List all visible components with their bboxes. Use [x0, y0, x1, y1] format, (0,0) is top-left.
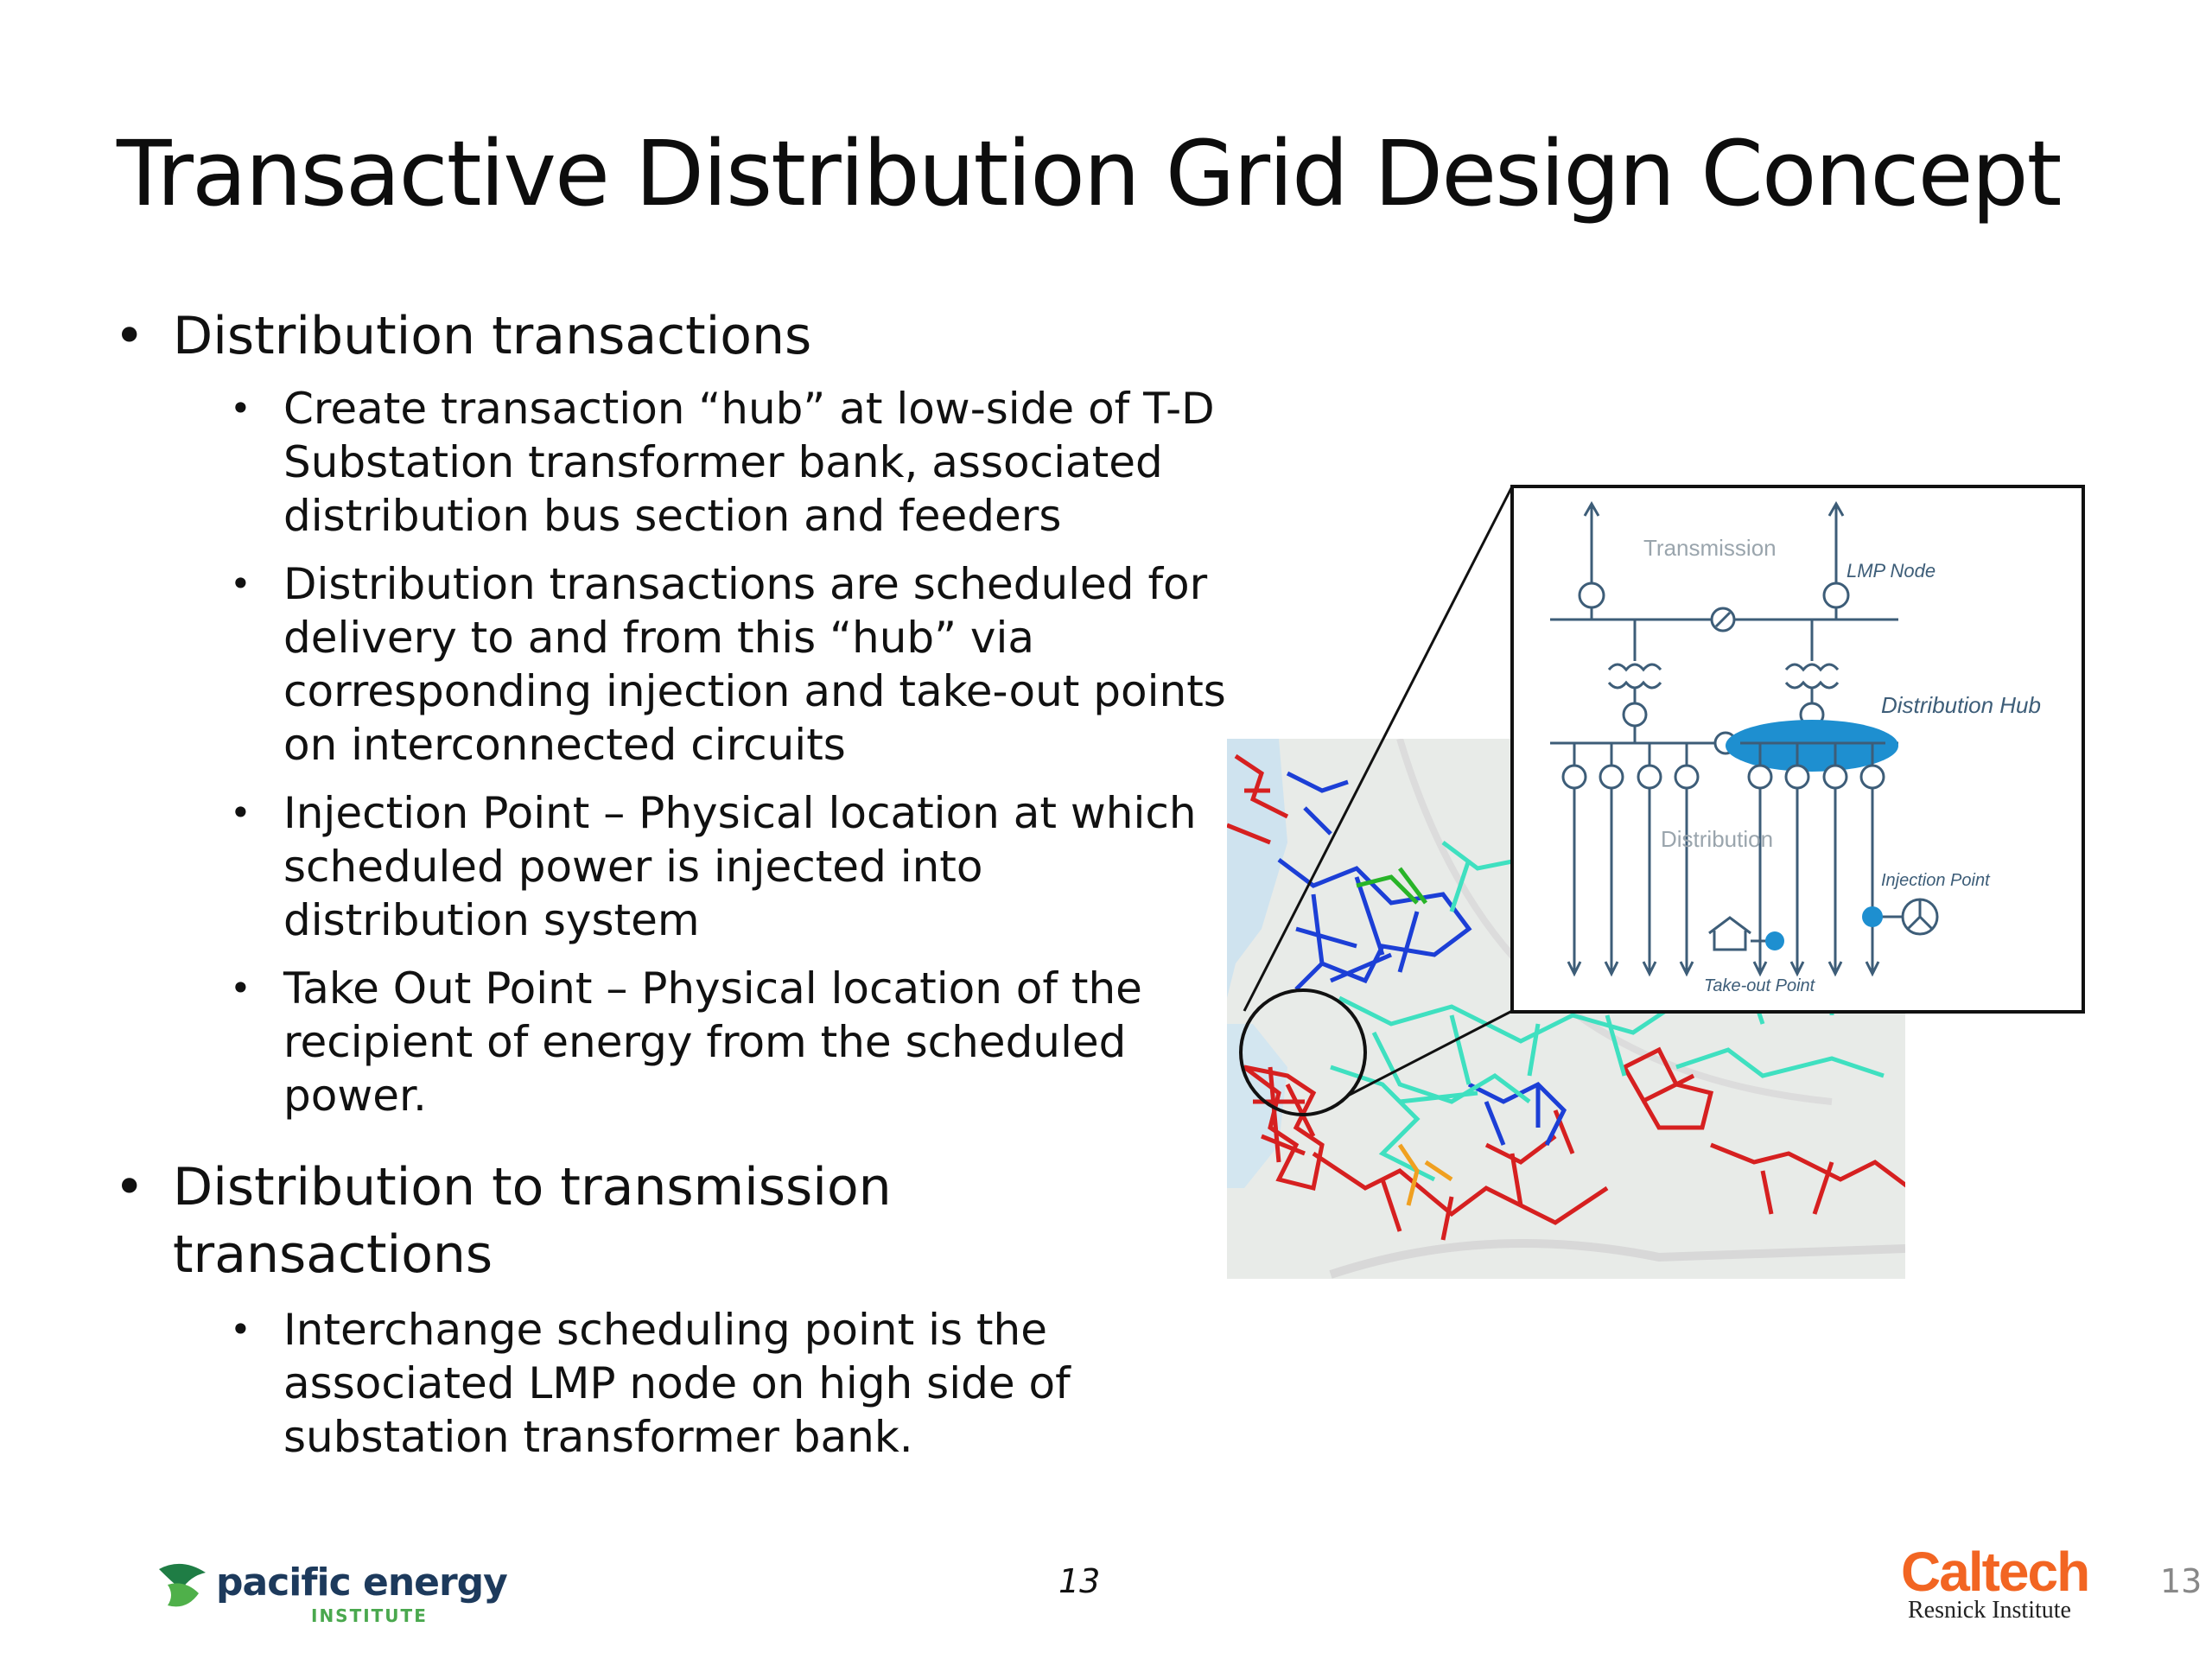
bullet-text-line: Interchange scheduling point is the — [283, 1305, 1047, 1355]
schematic-graphic — [1514, 488, 2082, 1010]
bullet-text-line: transactions — [173, 1224, 493, 1285]
bullet-text: Distribution transactions — [173, 306, 812, 366]
take-out-point-label: Take-out Point — [1704, 976, 1815, 995]
bullet-dot: • — [230, 1308, 251, 1351]
hub-schematic — [1510, 485, 2085, 1014]
transmission-label: Transmission — [1643, 535, 1777, 561]
bullet-text-line: Take Out Point – Physical location of the — [283, 963, 1142, 1014]
leaf-icon — [156, 1560, 211, 1612]
pei-name: pacific energy — [216, 1560, 507, 1605]
callout-line-bottom — [1348, 1011, 1512, 1096]
bullet-text-line: substation transformer bank. — [283, 1412, 913, 1462]
zoom-circle — [1241, 990, 1365, 1115]
lmp-node-label: LMP Node — [1847, 560, 1936, 582]
distribution-hub-label: Distribution Hub — [1881, 692, 2041, 718]
bullet-text-line: power. — [283, 1071, 427, 1121]
pei-sub: INSTITUTE — [311, 1605, 428, 1626]
bullet-text-line: on interconnected circuits — [283, 720, 846, 770]
distribution-label: Distribution — [1661, 826, 1774, 852]
page-number-right: 13 — [2160, 1562, 2202, 1600]
bullet-text-line: recipient of energy from the scheduled — [283, 1017, 1127, 1067]
bullet-text-line: distribution system — [283, 895, 700, 945]
bullet-text-line: associated LMP node on high side of — [283, 1358, 1071, 1408]
pacific-energy-logo — [156, 1560, 507, 1626]
bullet-text-line: Substation transformer bank, associated — [283, 437, 1163, 487]
bullet-text-line: corresponding injection and take-out points — [283, 666, 1226, 716]
bullet-text-line: delivery to and from this “hub” via — [283, 613, 1035, 663]
bullet-text-line: distribution bus section and feeders — [283, 491, 1062, 541]
page-number-center: 13 — [1058, 1562, 1101, 1600]
bullet-dot: • — [230, 563, 251, 605]
bullet-text-line: Create transaction “hub” at low-side of T-D — [283, 384, 1215, 434]
bullet-dot: • — [230, 967, 251, 1009]
caltech-logo: Caltech — [1901, 1541, 2089, 1603]
bullet-dot: • — [230, 791, 251, 834]
callout-line-top — [1244, 486, 1512, 1011]
bullet-text-line: Distribution to transmission — [173, 1157, 892, 1217]
bullet-dot: • — [114, 306, 145, 366]
bullet-dot: • — [114, 1157, 145, 1217]
resnick-institute-label: Resnick Institute — [1908, 1597, 2071, 1624]
bullet-text-line: scheduled power is injected into — [283, 842, 983, 892]
injection-point-label: Injection Point — [1881, 871, 1990, 890]
slide-title: Transactive Distribution Grid Design Concept — [117, 121, 2061, 226]
bullet-dot: • — [230, 387, 251, 429]
bullet-text-line: Distribution transactions are scheduled for — [283, 559, 1208, 609]
bullet-text-line: Injection Point – Physical location at which — [283, 788, 1197, 838]
